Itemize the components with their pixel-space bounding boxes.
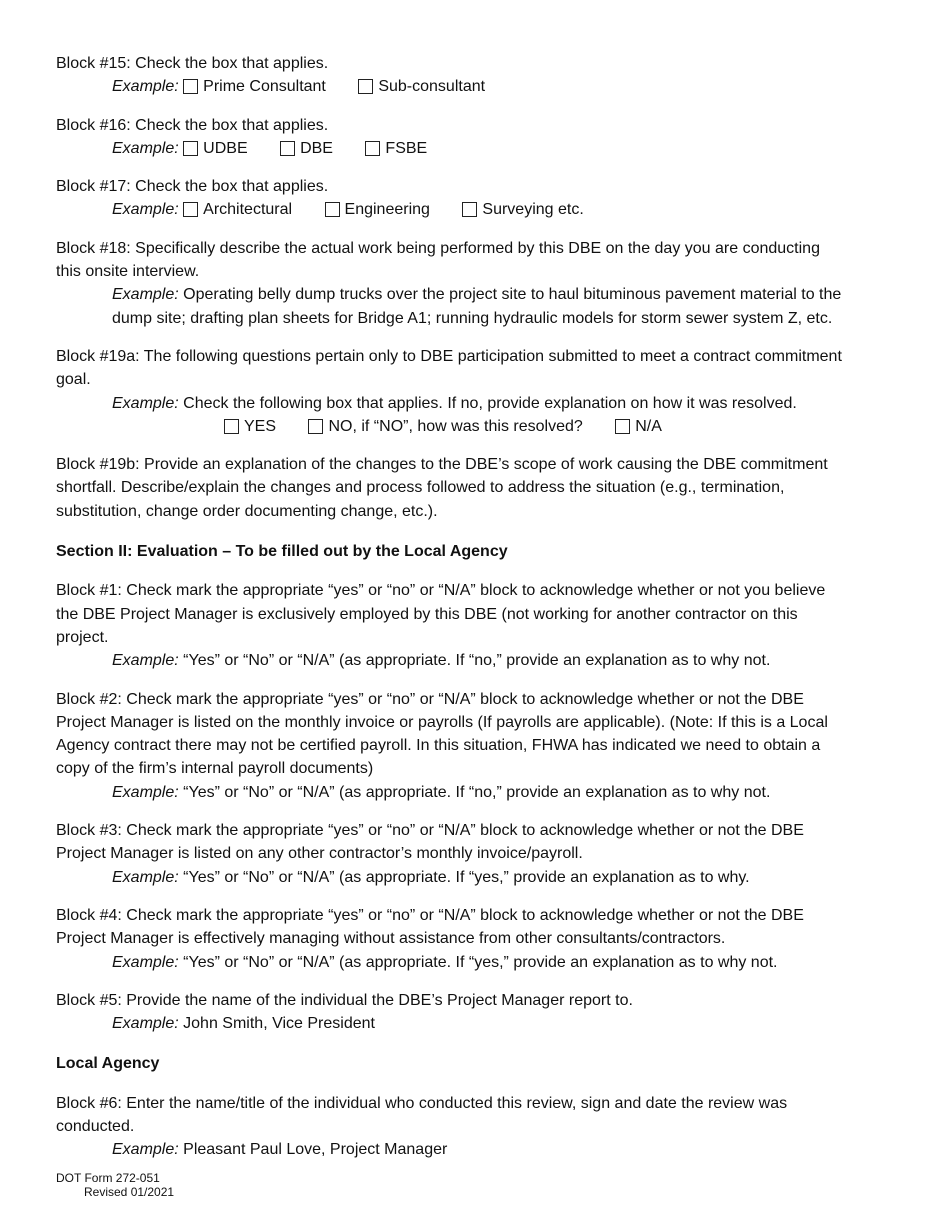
section-2-block-5 bbox=[56, 989, 901, 1036]
option-architectural bbox=[183, 198, 292, 221]
section-2-block-6 bbox=[56, 1092, 901, 1162]
block-16 bbox=[56, 114, 901, 161]
example-label: Example: bbox=[112, 1141, 179, 1159]
block-19b-text: shortfall. Describe/explain the changes and process followed to address the situation (e.g., termination, bbox=[56, 479, 785, 497]
checkbox-architectural[interactable] bbox=[183, 202, 198, 217]
block-16-title: Block #16: Check the box that applies. bbox=[56, 116, 329, 134]
option-na bbox=[615, 415, 662, 438]
block-17 bbox=[56, 175, 901, 222]
example-label: Example: bbox=[112, 652, 179, 670]
block-1-text: Block #1: Check mark the appropriate “yes” or “no” or “N/A” block to acknowledge whether or not you believe bbox=[56, 582, 826, 600]
block-18-example-cont: dump site; drafting plan sheets for Bridge A1; running hydraulic models for storm sewer system Z, etc. bbox=[112, 309, 833, 327]
option-label: N/A bbox=[635, 417, 662, 435]
page-footer bbox=[56, 1171, 174, 1199]
block-19a bbox=[56, 345, 901, 438]
example-label: Example: bbox=[112, 286, 179, 304]
option-label: UDBE bbox=[203, 139, 248, 157]
block-19a-options bbox=[56, 415, 901, 438]
block-15 bbox=[56, 52, 901, 99]
option-surveying bbox=[462, 198, 583, 221]
block-16-example bbox=[56, 137, 901, 160]
option-dbe bbox=[280, 137, 333, 160]
example-text: “Yes” or “No” or “N/A” (as appropriate. If “yes,” provide an explanation as to why not. bbox=[183, 953, 778, 971]
block-3-text: Project Manager is listed on any other contractor’s monthly invoice/payroll. bbox=[56, 845, 583, 863]
checkbox-yes[interactable] bbox=[224, 419, 239, 434]
block-1-text: project. bbox=[56, 628, 109, 646]
example-label: Example: bbox=[112, 783, 179, 801]
option-label: FSBE bbox=[385, 139, 428, 157]
checkbox-udbe[interactable] bbox=[183, 141, 198, 156]
block-6-example bbox=[56, 1138, 901, 1161]
block-18-example bbox=[56, 283, 901, 306]
block-2-text: copy of the firm’s internal payroll documents) bbox=[56, 760, 374, 778]
block-18-text: this onsite interview. bbox=[56, 263, 200, 281]
option-no bbox=[308, 415, 582, 438]
option-label: Prime Consultant bbox=[203, 78, 326, 96]
block-19b bbox=[56, 453, 901, 523]
option-label: Architectural bbox=[203, 201, 293, 219]
block-2-text: Block #2: Check mark the appropriate “yes” or “no” or “N/A” block to acknowledge whether or not the DBE bbox=[56, 690, 804, 708]
checkbox-no[interactable] bbox=[308, 419, 323, 434]
example-text: Operating belly dump trucks over the project site to haul bituminous pavement material to the bbox=[183, 286, 842, 304]
form-number: DOT Form 272-051 bbox=[56, 1171, 160, 1185]
option-prime-consultant bbox=[183, 75, 326, 98]
block-6-text: conducted. bbox=[56, 1117, 135, 1135]
block-19a-example bbox=[56, 392, 901, 415]
block-1-text: the DBE Project Manager is exclusively employed by this DBE (not working for another contractor on this bbox=[56, 605, 798, 623]
block-3-example bbox=[56, 866, 901, 889]
block-5-text: Block #5: Provide the name of the individual the DBE’s Project Manager report to. bbox=[56, 991, 633, 1009]
block-15-title: Block #15: Check the box that applies. bbox=[56, 55, 329, 72]
example-text: John Smith, Vice President bbox=[183, 1015, 375, 1033]
block-18-text: Block #18: Specifically describe the actual work being performed by this DBE on the day you are conducting bbox=[56, 239, 820, 257]
block-19b-text: Block #19b: Provide an explanation of the changes to the DBE’s scope of work causing the DBE commitment bbox=[56, 456, 828, 474]
option-sub-consultant bbox=[358, 75, 485, 98]
section-2-block-3 bbox=[56, 819, 901, 889]
checkbox-surveying[interactable] bbox=[462, 202, 477, 217]
block-19a-text: Block #19a: The following questions pertain only to DBE participation submitted to meet a contract commitment bbox=[56, 347, 842, 365]
block-4-example bbox=[56, 951, 901, 974]
option-udbe bbox=[183, 137, 247, 160]
option-label: Engineering bbox=[344, 201, 430, 219]
block-15-example bbox=[56, 75, 901, 98]
block-18 bbox=[56, 237, 901, 330]
example-label: Example: bbox=[112, 953, 179, 971]
revision-date: Revised 01/2021 bbox=[84, 1185, 175, 1199]
example-text: “Yes” or “No” or “N/A” (as appropriate. If “no,” provide an explanation as to why not. bbox=[183, 652, 771, 670]
block-4-text: Block #4: Check mark the appropriate “yes” or “no” or “N/A” block to acknowledge whether or not the DBE bbox=[56, 906, 804, 924]
block-5-example bbox=[56, 1012, 901, 1035]
option-engineering bbox=[325, 198, 430, 221]
checkbox-engineering[interactable] bbox=[325, 202, 340, 217]
example-text: “Yes” or “No” or “N/A” (as appropriate. If “no,” provide an explanation as to why not. bbox=[183, 783, 771, 801]
page-content bbox=[56, 52, 901, 1177]
block-2-example bbox=[56, 781, 901, 804]
example-label: Example: bbox=[112, 868, 179, 886]
checkbox-sub-consultant[interactable] bbox=[358, 79, 373, 94]
section-2-block-4 bbox=[56, 904, 901, 974]
checkbox-na[interactable] bbox=[615, 419, 630, 434]
section-2-block-1 bbox=[56, 579, 901, 672]
checkbox-prime-consultant[interactable] bbox=[183, 79, 198, 94]
example-label: Example: bbox=[112, 394, 179, 412]
checkbox-fsbe[interactable] bbox=[365, 141, 380, 156]
option-label: NO, if “NO”, how was this resolved? bbox=[328, 417, 583, 435]
option-label: DBE bbox=[300, 139, 333, 157]
checkbox-dbe[interactable] bbox=[280, 141, 295, 156]
block-2-text: Agency contract there may not be certified payroll. In this situation, FHWA has indicated we need to obtain a bbox=[56, 737, 821, 755]
option-label: YES bbox=[244, 417, 277, 435]
example-label: Example: bbox=[112, 78, 179, 96]
block-17-title: Block #17: Check the box that applies. bbox=[56, 178, 329, 196]
option-label: Surveying etc. bbox=[482, 201, 584, 219]
option-yes bbox=[224, 415, 276, 438]
block-3-text: Block #3: Check mark the appropriate “yes” or “no” or “N/A” block to acknowledge whether or not the DBE bbox=[56, 822, 804, 840]
section-2-block-2 bbox=[56, 688, 901, 804]
block-17-example bbox=[56, 198, 901, 221]
section-2-heading: Section II: Evaluation – To be filled out by the Local Agency bbox=[56, 543, 508, 561]
option-fsbe bbox=[365, 137, 427, 160]
example-text: Pleasant Paul Love, Project Manager bbox=[183, 1141, 448, 1159]
example-text: “Yes” or “No” or “N/A” (as appropriate. If “yes,” provide an explanation as to why. bbox=[183, 868, 750, 886]
block-1-example bbox=[56, 649, 901, 672]
local-agency-heading: Local Agency bbox=[56, 1055, 160, 1073]
example-label: Example: bbox=[112, 1015, 179, 1033]
option-label: Sub-consultant bbox=[378, 78, 486, 96]
block-2-text: Project Manager is listed on the monthly invoice or payrolls (If payrolls are applicable). (Note: If this is a Local bbox=[56, 713, 828, 731]
block-19a-text: goal. bbox=[56, 371, 91, 389]
block-4-text: Project Manager is effectively managing without assistance from other consultants/contractors. bbox=[56, 930, 726, 948]
example-label: Example: bbox=[112, 201, 179, 219]
example-label: Example: bbox=[112, 139, 179, 157]
example-text: Check the following box that applies. If no, provide explanation on how it was resolved. bbox=[183, 394, 797, 412]
block-19b-text: substitution, change order documenting change, etc.). bbox=[56, 502, 438, 520]
block-6-text: Block #6: Enter the name/title of the individual who conducted this review, sign and date the review was bbox=[56, 1094, 788, 1112]
